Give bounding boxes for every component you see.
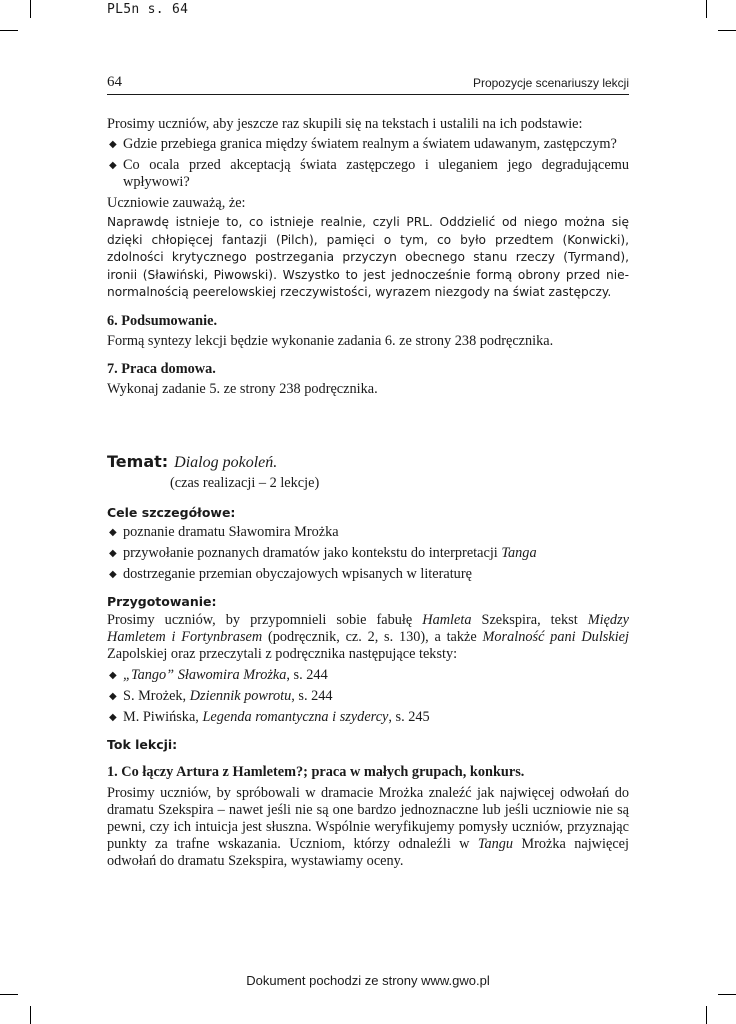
section-heading: 1. Co łączy Artura z Hamletem?; praca w małych grupach, konkurs.: [107, 763, 525, 780]
diamond-bullet-icon: ◆: [109, 711, 117, 723]
observe-intro: Uczniowie zauważą, że:: [107, 195, 246, 211]
crop-mark: [718, 994, 736, 995]
question-list: [107, 136, 629, 191]
diamond-bullet-icon: ◆: [109, 568, 117, 580]
section-heading: 6. Podsumowanie.: [107, 312, 218, 329]
list-item: ◆ przywołanie poznanych dramatów jako kontekstu do interpretacji Tanga: [109, 544, 537, 561]
diamond-bullet-icon: ◆: [109, 547, 117, 559]
running-title: Propozycje scenariuszy lekcji: [472, 76, 629, 90]
list-item: ◆ „Tango” Sławomira Mrożka, s. 244: [109, 666, 328, 683]
list-item: ◆ poznanie dramatu Sławomira Mrożka: [109, 523, 339, 540]
section-text: Formą syntezy lekcji będzie wykonanie zadania 6. ze strony 238 podręcznika.: [107, 332, 554, 349]
crop-mark: [30, 0, 31, 18]
list-item: ◆ M. Piwińska, Legenda romantyczna i szydercy, s. 245: [109, 708, 430, 725]
readings-list: [107, 667, 629, 726]
goals-heading: Cele szczegółowe:: [107, 504, 236, 520]
list-item: ◆ Co ocala przed akceptacją świata zastępczego i uleganiem jego degradującemu wpływowi?: [109, 157, 629, 190]
section-heading: 7. Praca domowa.: [107, 360, 216, 377]
list-item: ◆ dostrzeganie przemian obyczajowych wpisanych w literaturę: [109, 565, 472, 582]
source-footer: Dokument pochodzi ze strony www.gwo.pl: [246, 973, 490, 988]
crop-mark: [30, 1006, 31, 1024]
preparation-text: Prosimy uczniów, by przypomnieli sobie fabułę Hamleta Szekspira, tekst Między Hamletem i Fortynbrasem (podręcznik, cz. 2, s. 130), a także Moralność pani Dulskiej Zapolskiej oraz przeczytali z podręcznika następujące teksty:: [107, 611, 629, 662]
page-header: [107, 74, 629, 95]
crop-mark: [0, 30, 18, 31]
page-content: [107, 116, 629, 870]
list-item: ◆ Gdzie przebiega granica między światem realnym a światem udawanym, zastępczym?: [109, 136, 617, 152]
goals-list: [107, 524, 629, 583]
diamond-bullet-icon: ◆: [109, 526, 117, 538]
crop-mark: [706, 0, 707, 18]
diamond-bullet-icon: ◆: [109, 139, 117, 150]
diamond-bullet-icon: ◆: [109, 160, 117, 171]
crop-mark: [0, 994, 18, 995]
observe-text: Naprawdę istnieje to, co istnieje realnie, czyli PRL. Oddzielić od niego można się dzięki chłopięcej fantazji (Pilch), pamięci o tym, co było przedtem (Konwicki), zdolności krytycznego postrzegania przyczyn obecnego stanu rzeczy (Tyrmand), ironii (Sławiński, Piwowski). Wszystko to jest jednocześnie formą obrony przed nienormalnością peerelowskiej rzeczywistości, wyrazem niezgody na świat zastępczy.: [107, 215, 629, 299]
crop-mark: [718, 30, 736, 31]
diamond-bullet-icon: ◆: [109, 669, 117, 681]
section-text: Wykonaj zadanie 5. ze strony 238 podręcznika.: [107, 380, 378, 397]
print-slug: PL5n s. 64: [107, 2, 189, 17]
list-item: ◆ S. Mrożek, Dziennik powrotu, s. 244: [109, 687, 333, 704]
intro-paragraph: Prosimy uczniów, aby jeszcze raz skupili się na tekstach i ustalili na ich podstawie:: [107, 116, 583, 132]
page-number: 64: [107, 74, 122, 90]
topic-duration: (czas realizacji – 2 lekcje): [170, 474, 320, 491]
preparation-heading: Przygotowanie:: [107, 593, 217, 609]
lesson-topic: [107, 452, 629, 472]
lesson-flow-heading: Tok lekcji:: [107, 736, 178, 752]
topic-title: Dialog pokoleń.: [174, 453, 278, 471]
diamond-bullet-icon: ◆: [109, 690, 117, 702]
topic-label: Temat:: [107, 451, 169, 471]
section-text: Prosimy uczniów, by spróbowali w dramacie Mrożka znaleźć jak najwięcej odwołań do dramatu Szekspira – nawet jeśli nie są one bardzo jednoznaczne lub jeśli uczniowie nie są pewni, czy ich intuicja jest słuszna. Wspólnie weryfikujemy pomysły uczniów, przyznając punkty za trafne wskazania. Uczniom, którzy odnaleźli w Tangu Mrożka najwięcej odwołań do dramatu Szekspira, wystawiamy oceny.: [107, 784, 629, 869]
crop-mark: [706, 1006, 707, 1024]
